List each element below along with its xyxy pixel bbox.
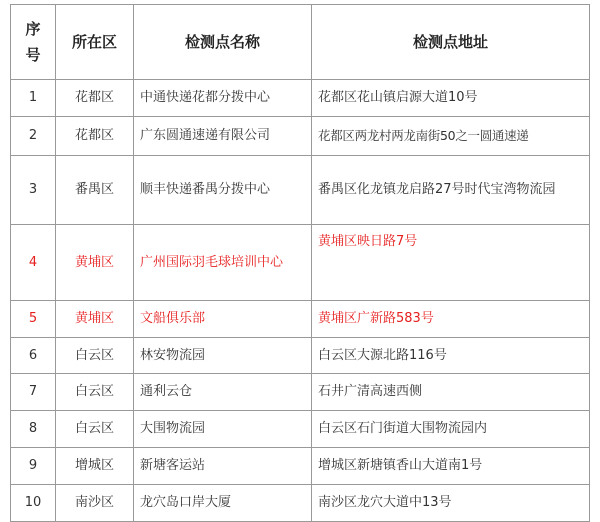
- cell-site-name: 通利云仓: [134, 374, 312, 411]
- table-row: [11, 374, 590, 411]
- cell-serial-number: 9: [11, 448, 56, 485]
- cell-serial-number: 4: [11, 225, 56, 301]
- testing-sites-table: [10, 4, 590, 522]
- cell-serial-number: 2: [11, 117, 56, 156]
- cell-district: 黄埔区: [56, 301, 134, 338]
- cell-serial-number: 6: [11, 338, 56, 374]
- cell-site-address: 花都区花山镇启源大道10号: [312, 80, 590, 117]
- header-serial-line1: 序: [25, 20, 41, 38]
- table-header-row: [11, 5, 590, 80]
- cell-district: 白云区: [56, 338, 134, 374]
- header-serial-line2: 号: [25, 46, 41, 64]
- cell-site-name: 新塘客运站: [134, 448, 312, 485]
- cell-serial-number: 8: [11, 411, 56, 448]
- cell-district: 花都区: [56, 80, 134, 117]
- cell-site-address: 白云区大源北路116号: [312, 338, 590, 374]
- cell-site-address: 白云区石门街道大围物流园内: [312, 411, 590, 448]
- header-site-name: 检测点名称: [134, 5, 312, 80]
- header-serial-number: [11, 5, 56, 80]
- table-row: [11, 411, 590, 448]
- cell-site-address: 增城区新塘镇香山大道南1号: [312, 448, 590, 485]
- cell-district: 白云区: [56, 374, 134, 411]
- cell-serial-number: 3: [11, 156, 56, 225]
- table-row: [11, 485, 590, 522]
- table-row: [11, 117, 590, 156]
- cell-district: 南沙区: [56, 485, 134, 522]
- cell-site-name: 中通快递花都分拨中心: [134, 80, 312, 117]
- cell-district: 黄埔区: [56, 225, 134, 301]
- cell-site-address: 番禺区化龙镇龙启路27号时代宝湾物流园: [312, 156, 590, 225]
- cell-site-name: 龙穴岛口岸大厦: [134, 485, 312, 522]
- table-row-highlighted: [11, 301, 590, 338]
- table-row: [11, 80, 590, 117]
- table-row: [11, 338, 590, 374]
- cell-site-address: 黄埔区广新路583号: [312, 301, 590, 338]
- cell-site-name: 顺丰快递番禺分拨中心: [134, 156, 312, 225]
- cell-site-address: 石井广清高速西侧: [312, 374, 590, 411]
- cell-district: 花都区: [56, 117, 134, 156]
- cell-district: 番禺区: [56, 156, 134, 225]
- header-site-address: 检测点地址: [312, 5, 590, 80]
- cell-site-name: 广东圆通速递有限公司: [134, 117, 312, 156]
- cell-site-address: 花都区两龙村两龙南街50之一圆通速递: [312, 117, 590, 156]
- cell-site-name: 林安物流园: [134, 338, 312, 374]
- cell-site-address: 黄埔区映日路7号: [312, 225, 590, 301]
- cell-serial-number: 5: [11, 301, 56, 338]
- cell-district: 白云区: [56, 411, 134, 448]
- header-district: 所在区: [56, 5, 134, 80]
- table-row: [11, 156, 590, 225]
- cell-serial-number: 1: [11, 80, 56, 117]
- table-row-highlighted: [11, 225, 590, 301]
- cell-serial-number: 7: [11, 374, 56, 411]
- cell-district: 增城区: [56, 448, 134, 485]
- cell-site-name: 大围物流园: [134, 411, 312, 448]
- cell-serial-number: 10: [11, 485, 56, 522]
- table-row: [11, 448, 590, 485]
- cell-site-name: 文船俱乐部: [134, 301, 312, 338]
- cell-site-name: 广州国际羽毛球培训中心: [134, 225, 312, 301]
- cell-site-address: 南沙区龙穴大道中13号: [312, 485, 590, 522]
